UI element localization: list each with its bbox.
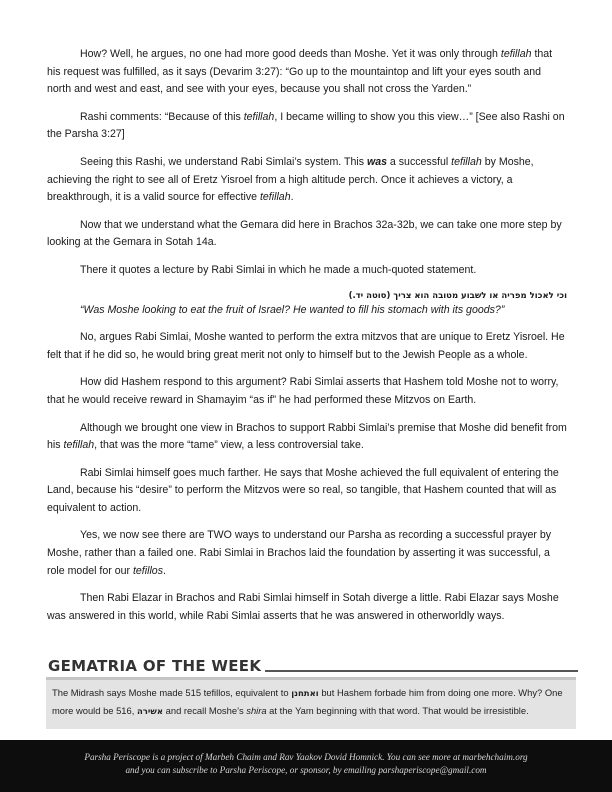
emphasis-term: was: [366, 155, 387, 168]
gematria-box: [46, 677, 576, 729]
text: Seeing this Rashi, we understand Rabi Simlai’s system. This: [80, 155, 367, 168]
paragraph: Rabi Simlai himself goes much farther. He says that Moshe achieved the full equivalent of entering the Land, because his “desire” to perform the Mitzvos were so real, so tangible, that Hashem counted that will as equivalent to action.: [47, 466, 559, 514]
hebrew-quote: וכי לאכול מפריה או לשבוע מטובה הוא צריך (סוטה יד.): [348, 290, 567, 301]
text: and recall Moshe’s: [163, 704, 247, 716]
paragraph: How did Hashem respond to this argument? Rabi Simlai asserts that Hashem told Moshe not to worry, that he would receive reward in Shamayim “as if” he had performed these Mitzvos on Earth.: [47, 376, 559, 406]
paragraph: Then Rabi Elazar in Brachos and Rabi Simlai himself in Sotah diverge a little. Rabi Elazar says Moshe was answered in this world, while Rabi Simlai asserts that he was answered in otherworldly ways.: [47, 592, 559, 622]
text: .: [290, 191, 294, 204]
italic-term: tefillah: [259, 191, 291, 204]
gematria-title: GEMATRIA OF THE WEEK: [48, 657, 262, 675]
text: a successful: [386, 155, 452, 168]
hebrew-word: אשירה: [136, 706, 164, 717]
footer-line: and you can subscribe to Parsha Periscope, or sponsor, by emailing parshaperiscope@gmail.com: [125, 765, 487, 775]
text: , I became willing to show you this view…” [See also Rashi on the Parsha 3:27]: [47, 110, 565, 141]
italic-term: tefillah: [451, 155, 482, 168]
text: The Midrash says Moshe made 515 tefillos, equivalent to: [52, 687, 292, 698]
italic-term: tefillah: [63, 439, 95, 452]
heading-rule: [265, 670, 578, 672]
gematria-heading: [48, 655, 578, 677]
text: but Hashem forbade him from doing one more. Why? One more would be 516,: [52, 687, 563, 716]
italic-term: tefillah: [243, 110, 275, 123]
paragraph: Now that we understand what the Gemara did here in Brachos 32a-32b, we can take one more step by looking at the Gemara in Sotah 14a.: [47, 218, 562, 249]
paragraph: No, argues Rabi Simlai, Moshe wanted to perform the extra mitzvos that are unique to Eretz Yisroel. He felt that if he did so, he would bring great merit not only to himself but to the Jewish People as a whole.: [47, 331, 565, 361]
text: that his request was fulfilled, as it says (Devarim 3:27): “Go up to the mountaintop and lift your eyes south and north and west and east, and see with your eyes, because you shall not cross the Yarden.”: [47, 48, 553, 96]
italic-term: tefillah: [500, 48, 532, 60]
italic-term: shira: [246, 704, 267, 716]
footer-line: Parsha Periscope is a project of Marbeh Chaim and Rav Yaakov Dovid Homnick. You can see more at marbehchaim.org: [84, 752, 528, 762]
english-quote: “Was Moshe looking to eat the fruit of Israel? He wanted to fill his stomach with its goods?”: [80, 303, 505, 316]
text: at the Yam beginning with that word. That would be irresistible.: [266, 704, 529, 716]
text: Although we brought one view in Brachos to support Rabbi Simlai’s premise that Moshe did benefit from his: [47, 421, 567, 452]
text: How? Well, he argues, no one had more good deeds than Moshe. Yet it was only through: [80, 48, 501, 60]
paragraph: [47, 109, 567, 144]
text: .: [163, 564, 166, 577]
text: Rashi comments: “Because of this: [80, 110, 244, 123]
paragraph: [47, 154, 567, 207]
paragraph: [47, 527, 567, 580]
text: , that was the more “tame” view, a less controversial take.: [94, 439, 364, 452]
italic-term: tefillos: [132, 564, 163, 577]
article-body: [47, 46, 567, 635]
paragraph: There it quotes a lecture by Rabi Simlai in which he made a much-quoted statement.: [80, 263, 477, 276]
paragraph: [47, 420, 567, 455]
text: Yes, we now see there are TWO ways to understand our Parsha as recording a successful prayer by Moshe, rather than a failed one. Rabi Simlai in Brachos laid the foundation by asserting it was successful, a role model for our: [47, 529, 552, 577]
hebrew-word: ואתחנן: [291, 689, 319, 699]
text: by Moshe, achieving the right to see all of Eretz Yisroel from a high altitude perch. Once it achieves a victory, a breakthrough, it is a valid source for effective: [47, 155, 534, 204]
footer: [0, 740, 612, 792]
paragraph: [47, 46, 567, 99]
